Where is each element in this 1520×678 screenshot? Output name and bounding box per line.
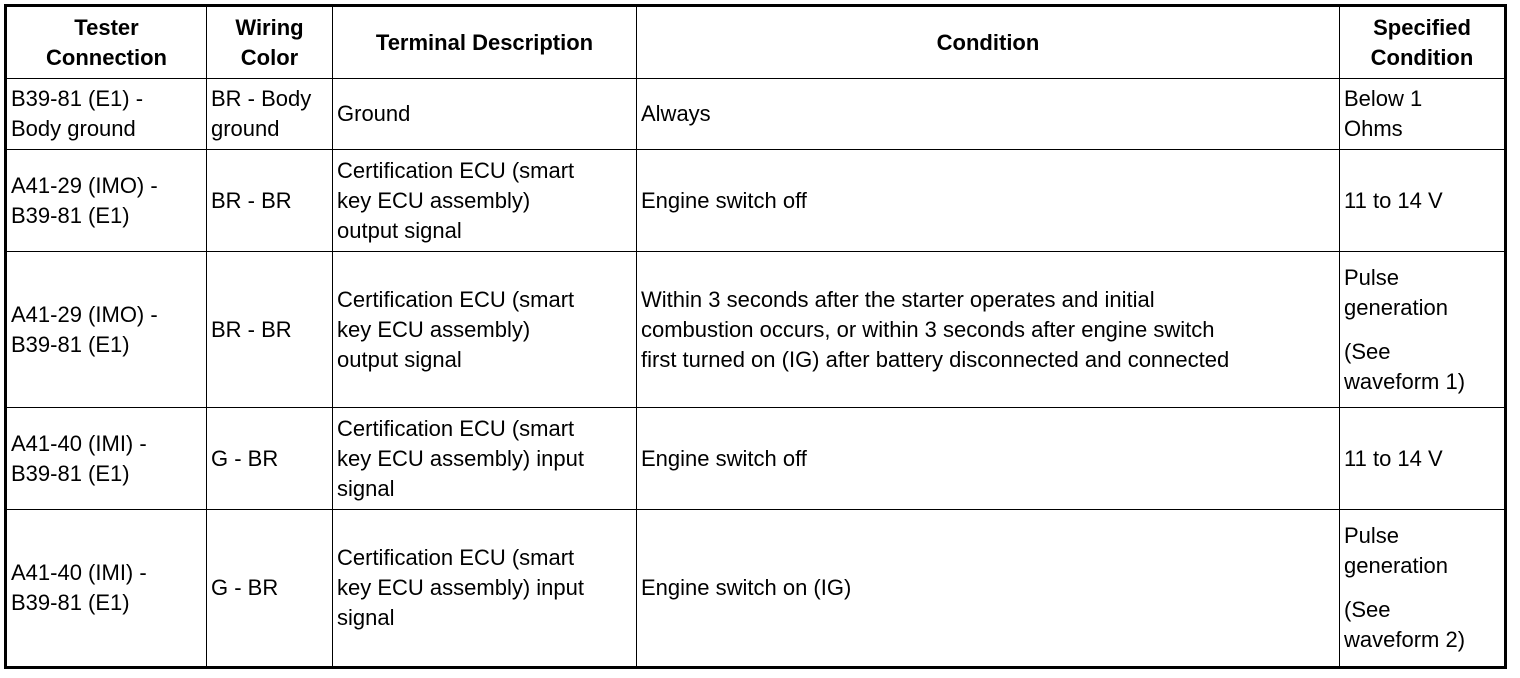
condition-cell: Always [637, 79, 1340, 150]
specified-condition-cell [1340, 79, 1506, 150]
wiring-color-cell: G - BR [207, 408, 333, 510]
header-condition: Condition [637, 6, 1340, 79]
terminal-description-cell: Certification ECU (smart key ECU assembly) input signal [333, 408, 637, 510]
table-row [6, 252, 1506, 408]
tester-connection-cell: A41-29 (IMO) - B39-81 (E1) [6, 252, 207, 408]
terminal-description-cell: Certification ECU (smart key ECU assembly) output signal [333, 252, 637, 408]
tester-connection-cell: A41-40 (IMI) - B39-81 (E1) [6, 510, 207, 668]
specified-condition-cell [1340, 252, 1506, 408]
waveform-reference: (See waveform 2) [1344, 597, 1466, 652]
terminal-description-cell: Ground [333, 79, 637, 150]
wiring-color-cell: G - BR [207, 510, 333, 668]
wiring-color-cell: BR - Body ground [207, 79, 333, 150]
specified-condition-text: Pulse generation [1344, 523, 1448, 578]
header-row [6, 6, 1506, 79]
terminal-description-cell: Certification ECU (smart key ECU assembly) input signal [333, 510, 637, 668]
condition-cell: Engine switch off [637, 408, 1340, 510]
header-wiring-color: Wiring Color [207, 6, 333, 79]
table-row [6, 150, 1506, 252]
terminal-description-cell: Certification ECU (smart key ECU assembly) output signal [333, 150, 637, 252]
specified-condition-text: Pulse generation [1344, 264, 1448, 320]
waveform-reference: (See waveform 1) [1344, 338, 1466, 394]
table-row [6, 408, 1506, 510]
condition-cell: Engine switch on (IG) [637, 510, 1340, 668]
table-row [6, 79, 1506, 150]
header-terminal-description: Terminal Description [333, 6, 637, 79]
specified-condition-text: 11 to 14 V [1344, 445, 1443, 471]
specified-condition-cell [1340, 150, 1506, 252]
tester-connection-cell: A41-29 (IMO) - B39-81 (E1) [6, 150, 207, 252]
specified-condition-text: Below 1 Ohms [1344, 86, 1423, 141]
table-row [6, 510, 1506, 668]
wiring-color-cell: BR - BR [207, 150, 333, 252]
condition-cell: Within 3 seconds after the starter operates and initial combustion occurs, or within 3 seconds after engine switch first turned on (IG) after battery disconnected and connected [637, 252, 1340, 408]
specified-condition-cell [1340, 510, 1506, 668]
specified-condition-text: 11 to 14 V [1344, 187, 1443, 213]
header-tester-connection: Tester Connection [6, 6, 207, 79]
tester-connection-cell: A41-40 (IMI) - B39-81 (E1) [6, 408, 207, 510]
header-specified-condition: Specified Condition [1340, 6, 1506, 79]
wiring-color-cell: BR - BR [207, 252, 333, 408]
specified-condition-cell [1340, 408, 1506, 510]
condition-cell: Engine switch off [637, 150, 1340, 252]
tester-connection-cell: B39-81 (E1) - Body ground [6, 79, 207, 150]
terminal-spec-table [4, 4, 1507, 669]
